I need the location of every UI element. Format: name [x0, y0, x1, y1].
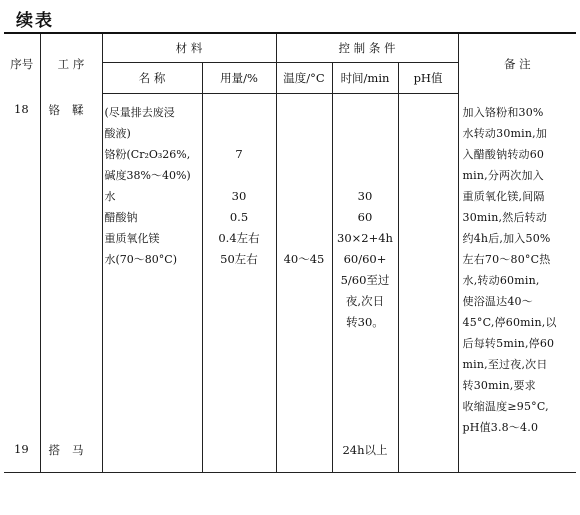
time-value — [333, 165, 398, 186]
remark-line: 使浴温达40～ — [462, 294, 533, 308]
time-value: 60/60+ — [343, 252, 387, 266]
remark-line: 水,转动60min, — [462, 273, 540, 287]
material-name: 碱度38%～40%) — [104, 169, 191, 182]
time-value: 30×2+4h — [337, 231, 393, 245]
material-amount — [203, 102, 276, 123]
material-name: 酸液) — [104, 127, 131, 140]
material-amount — [203, 123, 276, 144]
header-remark: 备 注 — [458, 33, 576, 94]
materials-cell — [102, 94, 202, 438]
time-value: 60 — [357, 210, 373, 224]
row-seq: 19 — [4, 438, 40, 473]
header-time: 时间/min — [332, 63, 398, 94]
header-process: 工 序 — [40, 33, 102, 94]
ph-cell — [398, 94, 458, 438]
material-name: 铬粉(Cr₂O₃26%, — [104, 148, 191, 161]
material-amount: 0.4左右 — [218, 231, 260, 245]
row-seq: 18 — [4, 94, 40, 438]
temperature-cell — [276, 94, 332, 438]
remark-line: 转30min,要求 — [462, 378, 536, 392]
material-name: 水 — [104, 190, 116, 203]
time-value: 夜,次日 — [345, 294, 385, 308]
remark-line: 收缩温度≥95°C, — [462, 399, 549, 413]
remark-line: pH值3.8～4.0 — [462, 420, 539, 434]
time-value — [333, 144, 398, 165]
remark-line: 入醋酸钠转动60 — [462, 147, 545, 161]
remark-line: 后每转5min,停60 — [462, 336, 555, 350]
table-row — [4, 438, 576, 473]
temperature-value: 40～45 — [283, 252, 325, 266]
remark-cell — [458, 94, 576, 438]
material-amount: 0.5 — [229, 210, 249, 224]
time-cell — [332, 94, 398, 438]
material-amount: 7 — [235, 147, 243, 161]
header-control: 控 制 条 件 — [276, 33, 458, 63]
remark-line: 左右70～80°C热 — [462, 252, 551, 266]
material-name: 醋酸钠 — [104, 211, 138, 224]
remark-line: 水转动30min,加 — [462, 126, 548, 140]
amounts-cell — [202, 94, 276, 438]
remark-line: 约4h后,加入50% — [462, 231, 551, 245]
header-temperature: 温度/°C — [276, 63, 332, 94]
header-ph: pH值 — [398, 63, 458, 94]
time-value — [333, 102, 398, 123]
row-process: 铬鞣 — [40, 94, 102, 438]
header-materials: 材 料 — [102, 33, 276, 63]
remark-line: 加入铬粉和30% — [462, 105, 544, 119]
time-value: 5/60至过 — [340, 273, 390, 287]
page-title: 续表 — [16, 11, 54, 31]
remark-line: 30min,然后转动 — [462, 210, 548, 224]
material-name: 水(70～80°C) — [104, 253, 177, 266]
material-amount: 30 — [231, 189, 247, 203]
material-name: (尽量排去废浸 — [104, 106, 175, 119]
material-amount: 50左右 — [220, 252, 258, 266]
time-value — [333, 123, 398, 144]
header-name: 名 称 — [102, 63, 202, 94]
time-value: 转30。 — [346, 315, 384, 329]
time-value: 24h以上 — [332, 438, 398, 473]
header-row-1 — [4, 33, 576, 63]
remark-line: 重质氧化镁,间隔 — [462, 189, 545, 203]
time-value: 30 — [357, 189, 373, 203]
process-table — [4, 32, 576, 473]
remark-line: min,分两次加入 — [462, 168, 544, 182]
header-amount: 用量/% — [202, 63, 276, 94]
remark-line: min,至过夜,次日 — [462, 357, 548, 371]
table-row — [4, 94, 576, 438]
row-process: 搭马 — [40, 438, 102, 473]
remark-line: 45°C,停60min,以 — [462, 315, 557, 329]
material-amount — [203, 165, 276, 186]
header-seq: 序号 — [4, 33, 40, 94]
material-name: 重质氧化镁 — [104, 232, 160, 245]
